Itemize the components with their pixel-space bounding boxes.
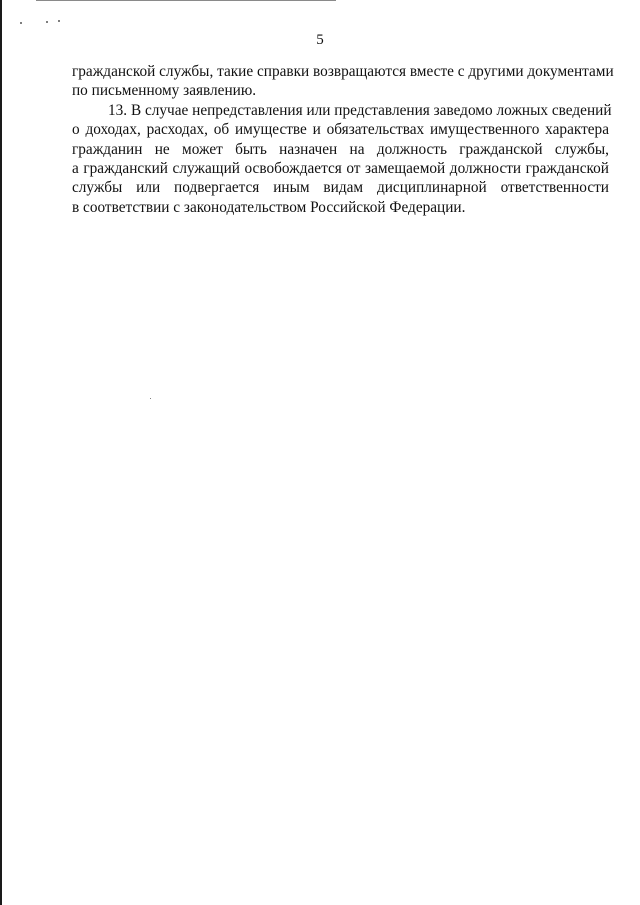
paragraph-item-13 (72, 101, 612, 217)
scan-speck (20, 22, 22, 24)
document-body (72, 62, 614, 217)
scan-edge-left (0, 0, 2, 905)
scan-speck (150, 398, 151, 399)
text-line: о доходах, расходах, об имуществе и обязательствах имущественного характера (72, 121, 609, 139)
text-line: гражданской службы, такие справки возвращаются вместе с другими документами (72, 63, 614, 80)
scan-speck (58, 20, 60, 22)
scan-edge-top (36, 0, 336, 1)
page-number: 5 (316, 32, 324, 48)
paragraph-continuation (72, 62, 614, 101)
text-line: а гражданский служащий освобождается от замещаемой должности гражданской (72, 160, 609, 178)
text-line: 13. В случае непредставления или представления заведомо ложных сведений (108, 101, 612, 119)
scan-speck (46, 21, 48, 23)
text-line: по письменному заявлению. (72, 82, 257, 100)
text-line: в соответствии с законодательством Российской Федерации. (72, 198, 466, 216)
text-line: службы или подвергается иным видам дисциплинарной ответственности (72, 179, 609, 197)
text-line: гражданин не может быть назначен на должность гражданской службы, (72, 140, 609, 158)
